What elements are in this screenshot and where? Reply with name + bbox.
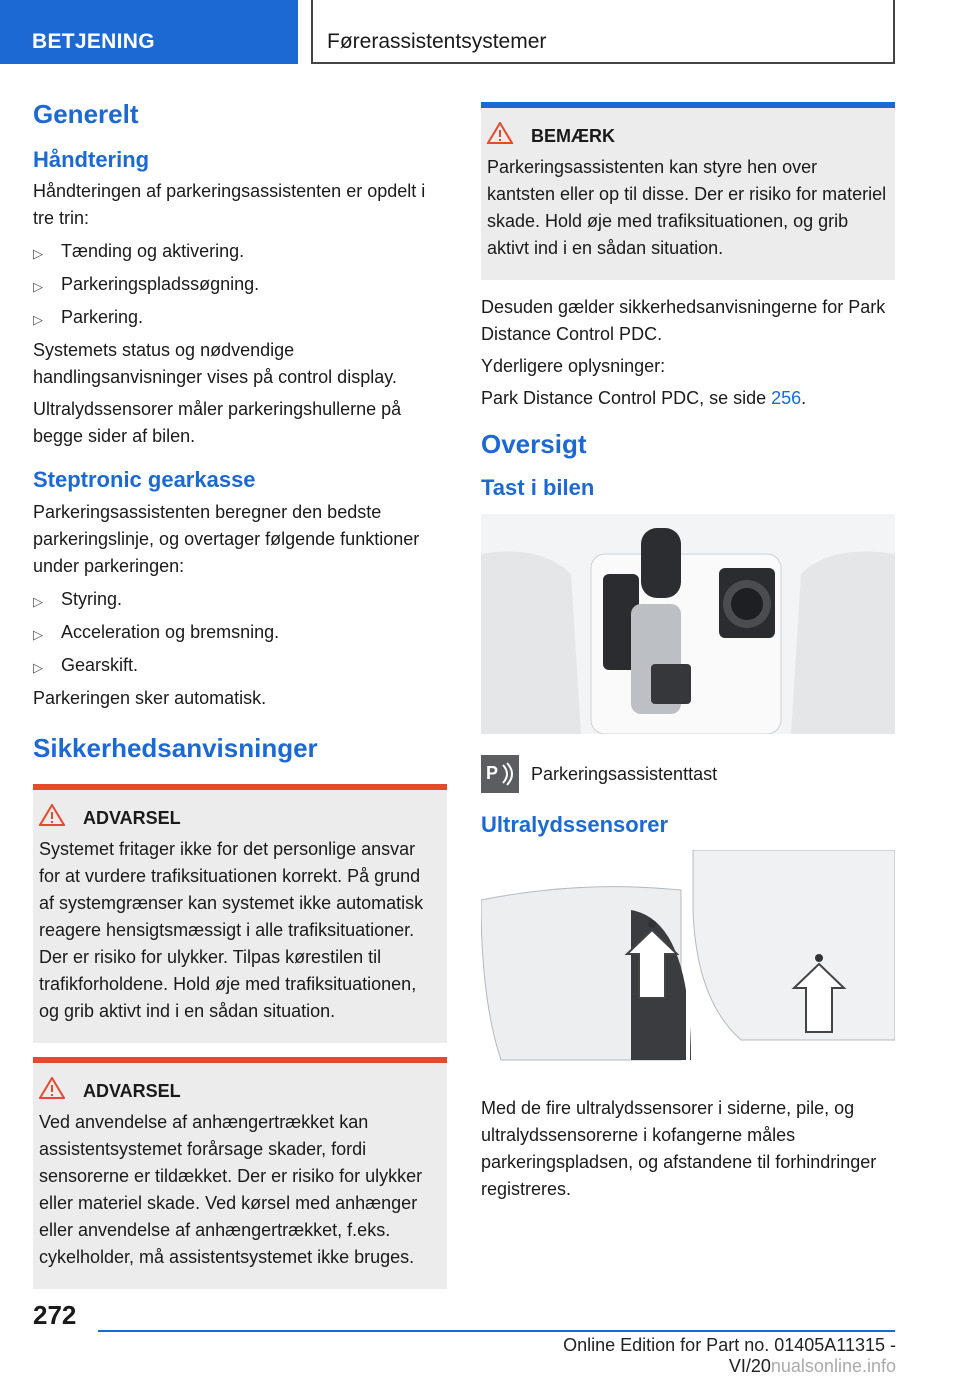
triangle-bullet-icon: ▷	[33, 659, 43, 675]
triangle-bullet-icon: ▷	[33, 626, 43, 642]
page-number: 272	[33, 1300, 77, 1330]
list-item: ▷ Acceleration og bremsning.	[33, 619, 447, 648]
notice-box	[481, 102, 895, 280]
handling-paragraph: Håndteringen af parkeringsassistenten er opdelt i tre trin:	[33, 181, 426, 229]
list-item: ▷ Parkering.	[33, 304, 447, 333]
more-info-label: Yderligere oplysninger:	[481, 356, 666, 376]
list-item: ▷ Parkeringspladssøgning.	[33, 271, 447, 300]
pdc-paragraph: Desuden gælder sikkerhedsanvisningerne for Park Distance Control PDC.	[481, 297, 886, 344]
heading-overview: Oversigt	[481, 429, 587, 459]
steptronic-paragraph: Parkeringsassistenten beregner den bedste parkeringslinje, og overtager følgende funktioner under parkeringen:	[33, 501, 420, 576]
list-item: ▷ Styring.	[33, 586, 447, 615]
parking-assist-button-icon	[481, 755, 519, 793]
status-paragraph: Systemets status og nødvendige handlingsanvisninger vises på control display.	[33, 340, 397, 388]
steps-list	[33, 238, 447, 333]
auto-paragraph: Parkeringen sker automatisk.	[33, 687, 267, 708]
key-label: Parkeringsassistenttast	[531, 763, 718, 784]
warning-box	[33, 1057, 447, 1289]
sensors-paragraph: Ultralydssensorer måler parkeringshullerne på begge sider af bilen.	[33, 399, 402, 447]
center-console-image	[481, 514, 895, 734]
warning-triangle-icon	[39, 1077, 69, 1105]
warning-title: ADVARSEL	[83, 1080, 181, 1101]
notice-text: Parkeringsassistenten kan styre hen over kantsten eller op til disse. Der er risiko for materiel skade. Hold øje med trafiksituationen, og grib aktivt ind i en sådan situation.	[487, 157, 887, 258]
notice-title: BEMÆRK	[531, 126, 615, 146]
page-link[interactable]: 256	[771, 388, 802, 408]
section-tab: BETJENING	[0, 0, 298, 64]
footer-divider	[98, 1330, 895, 1332]
heading-steptronic: Steptronic gearkasse	[33, 467, 256, 493]
warning-box	[33, 784, 447, 1043]
warning-triangle-icon	[39, 804, 69, 832]
footer-watermark: nualsonline.info	[770, 1356, 896, 1376]
triangle-bullet-icon: ▷	[33, 312, 43, 328]
warning-title: ADVARSEL	[83, 807, 181, 828]
heading-button: Tast i bilen	[481, 474, 595, 500]
list-item: ▷ Gearskift.	[33, 652, 447, 681]
footer-edition: Online Edition for Part no. 01405A11315 - VI/20nualsonline.info	[563, 1335, 896, 1376]
triangle-bullet-icon: ▷	[33, 279, 43, 295]
heading-ultrasonic: Ultralydssensorer	[481, 812, 669, 838]
warning-text: Ved anvendelse af anhængertrækket kan assistentsystemet forårsage skader, fordi sensorerne er tildækket. Der er risiko for ulykker eller materiel skade. Ved kørsel med anhænger eller anvendelse af anhængertrækket, f.eks. cykelholder, må assistentsystemet ikke bruges.	[39, 1111, 423, 1267]
chapter-title: Førerassistentsystemer	[311, 0, 895, 64]
ultrasonic-sensors-image	[481, 850, 895, 1070]
ultrasonic-paragraph: Med de fire ultralydssensorer i siderne, pile, og ultralydssensorerne i kofangerne måles parkeringspladsen, og afstandene til forhindringer registreres.	[481, 1097, 877, 1199]
heading-general: Generelt	[33, 99, 139, 129]
svg-text:P: P	[486, 763, 499, 784]
functions-list	[33, 586, 447, 681]
right-column	[481, 102, 895, 1208]
triangle-bullet-icon: ▷	[33, 593, 43, 609]
pdc-reference: Park Distance Control PDC, se side 256.	[481, 388, 807, 408]
warning-text: Systemet fritager ikke for det personlige ansvar for at vurdere trafiksituationen korrekt. På grund af systemgrænser kan systemet ikke automatisk reagere hensigtsmæssigt i alle trafiksituationer. Der er risiko for ulykker. Tilpas kørestilen til trafikforholdene. Hold øje med trafiksituationen, og grib aktivt ind i en sådan situation.	[39, 838, 424, 1021]
left-column	[33, 98, 447, 1303]
heading-safety: Sikkerhedsanvisninger	[33, 732, 318, 763]
triangle-bullet-icon: ▷	[33, 246, 43, 262]
heading-handling: Håndtering	[33, 146, 150, 172]
caution-triangle-icon	[487, 122, 517, 150]
list-item: ▷ Tænding og aktivering.	[33, 238, 447, 267]
